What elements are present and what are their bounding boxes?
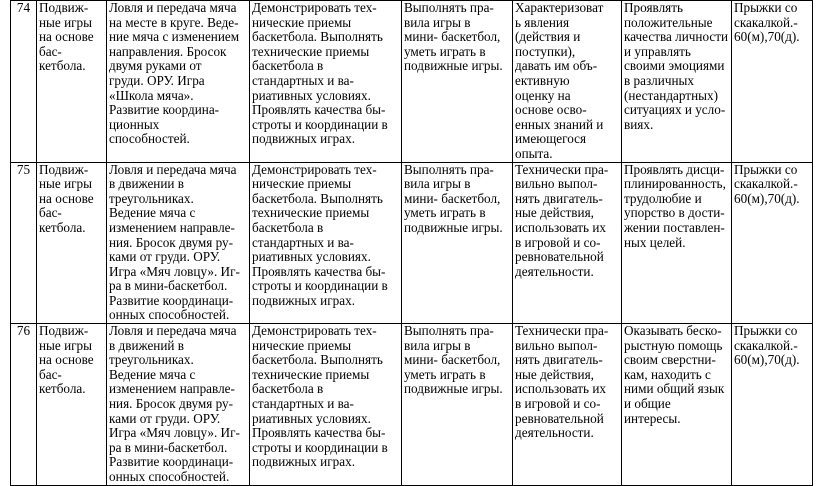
personal-results: Проявлять положительные качества личности и управлять своими эмоциями в различных (нестандартных) ситуациях и усло- виях. bbox=[622, 1, 732, 163]
learning-activity: Демонстрировать тех- нические приемы баскетбола. Выполнять технические приемы баскетбола в стандартных и ва- риативных условиях. Проявлять качества бы- строты и координации в подвижных играх. bbox=[250, 162, 402, 324]
lesson-topic: Подвиж- ные игры на основе бас- кетбола. bbox=[37, 1, 107, 163]
metasubject-results: Характеризоват ь явления (действия и поступки), давать им объ- ективную оценку на основе осво- енных знаний и имеющегося опыта. bbox=[513, 1, 622, 163]
subject-results: Выполнять пра- вила игры в мини- баскетбол, уметь играть в подвижные игры. bbox=[402, 324, 513, 486]
lesson-number: 74 bbox=[11, 1, 37, 163]
lesson-topic: Подвиж- ные игры на основе бас- кетбола. bbox=[37, 162, 107, 324]
metasubject-results: Технически пра- вильно выпол- нять двигатель- ные действия, использовать их в игровой и со- ревновательной деятельности. bbox=[513, 324, 622, 486]
lesson-content: Ловля и передача мяча в движении в треугольниках. Ведение мяча с изменением направле- ния. Бросок двумя ру- ками от груди. ОРУ. Игра «Мяч ловцу». Иг- ра в мини-баскетбол. Развитие координаци- онных способностей. bbox=[107, 162, 250, 324]
lesson-content: Ловля и передача мяча на месте в круге. Веде- ние мяча с изменением направления. Бросок двумя руками от груди. ОРУ. Игра «Школа мяча». Развитие координа- ционных способностей. bbox=[107, 1, 250, 163]
lesson-plan-table bbox=[10, 0, 813, 486]
homework: Прыжки со скакалкой.- 60(м),70(д). bbox=[732, 324, 813, 486]
table-row bbox=[11, 162, 813, 324]
homework: Прыжки со скакалкой.- 60(м),70(д). bbox=[732, 162, 813, 324]
lesson-number: 75 bbox=[11, 162, 37, 324]
homework: Прыжки со скакалкой.- 60(м),70(д). bbox=[732, 1, 813, 163]
learning-activity: Демонстрировать тех- нические приемы баскетбола. Выполнять технические приемы баскетбола в стандартных и ва- риативных условиях. Проявлять качества бы- строты и координации в подвижных играх. bbox=[250, 324, 402, 486]
subject-results: Выполнять пра- вила игры в мини- баскетбол, уметь играть в подвижные игры. bbox=[402, 162, 513, 324]
personal-results: Оказывать беско- рыстную помощь своим сверстни- кам, находить с ними общий язык и общие интересы. bbox=[622, 324, 732, 486]
lesson-content: Ловля и передача мяча в движений в треугольниках. Ведение мяча с изменением направле- ния. Бросок двумя ру- ками от груди. ОРУ. Игра «Мяч ловцу». Иг- ра в мини-баскетбол. Развитие координаци- онных способностей. bbox=[107, 324, 250, 486]
learning-activity: Демонстрировать тех- нические приемы баскетбола. Выполнять технические приемы баскетбола в стандартных и ва- риативных условиях. Проявлять качества бы- строты и координации в подвижных играх. bbox=[250, 1, 402, 163]
table-row bbox=[11, 324, 813, 486]
lesson-topic: Подвиж- ные игры на основе бас- кетбола. bbox=[37, 324, 107, 486]
personal-results: Проявлять дисци- плинированность, трудолюбие и упорство в дости- жении поставлен- ных целей. bbox=[622, 162, 732, 324]
table-row bbox=[11, 1, 813, 163]
subject-results: Выполнять пра- вила игры в мини- баскетбол, уметь играть в подвижные игры. bbox=[402, 1, 513, 163]
metasubject-results: Технически пра- вильно выпол- нять двигатель- ные действия, использовать их в игровой и со- ревновательной деятельности. bbox=[513, 162, 622, 324]
lesson-number: 76 bbox=[11, 324, 37, 486]
